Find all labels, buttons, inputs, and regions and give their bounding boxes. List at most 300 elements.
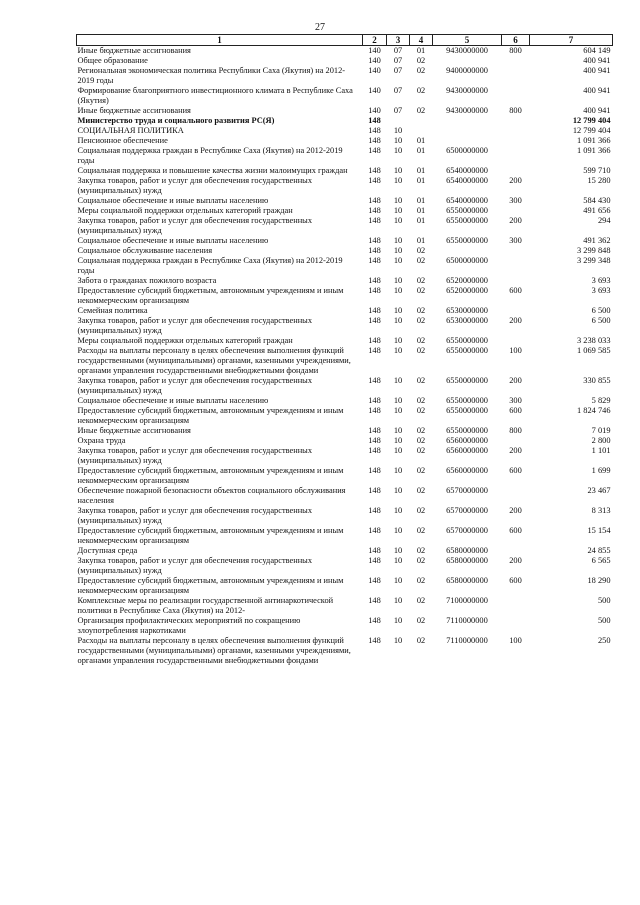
cell-amount: 3 693: [591, 276, 611, 285]
cell-expense-type: 100: [509, 346, 522, 355]
cell-target-code: 6550000000: [446, 406, 488, 415]
cell-name: Предоставление субсидий бюджетным, автономным учреждениям и иным некоммерческим организациям: [77, 526, 344, 545]
cell-target-code: 6550000000: [446, 376, 488, 385]
table-row: [77, 506, 613, 526]
cell-target-code: 6550000000: [446, 216, 488, 225]
cell-name: Меры социальной поддержки отдельных категорий граждан: [77, 206, 293, 215]
cell-amount: 491 656: [583, 206, 611, 215]
cell-ministry-code: 148: [368, 596, 381, 605]
cell-target-code: [433, 136, 502, 146]
cell-expense-type: 300: [509, 396, 522, 405]
cell-amount: 1 824 746: [577, 406, 611, 415]
cell-amount: 3 299 348: [577, 256, 611, 265]
cell-ministry-code: 148: [368, 256, 381, 265]
cell-ministry-code: 148: [368, 166, 381, 175]
cell-subsection-code: 02: [416, 486, 426, 495]
cell-amount: 1 091 366: [577, 146, 611, 155]
cell-name: Обеспечение пожарной безопасности объектов социального обслуживания населения: [77, 486, 346, 505]
cell-name: Социальное обслуживание населения: [77, 246, 213, 255]
cell-name: Социальная поддержка и повышение качества жизни малоимущих граждан: [77, 166, 348, 175]
header-col-7: 7: [530, 35, 613, 46]
cell-subsection-code: 01: [416, 196, 426, 205]
cell-name: Региональная экономическая политика Республики Саха (Якутия) на 2012-2019 годы: [77, 66, 346, 85]
cell-name: Социальная поддержка граждан в Республике Саха (Якутия) на 2012-2019 годы: [77, 146, 343, 165]
cell-expense-type: 200: [509, 316, 522, 325]
cell-target-code: 9430000000: [446, 86, 488, 95]
cell-amount: 1 069 585: [577, 346, 611, 355]
cell-target-code: 6580000000: [446, 546, 488, 555]
cell-subsection-code: 02: [416, 346, 426, 355]
cell-expense-type: [502, 166, 530, 176]
cell-expense-type: 200: [509, 556, 522, 565]
cell-subsection-code: 02: [416, 86, 426, 95]
table-header-row: [77, 35, 613, 46]
cell-expense-type: 200: [509, 176, 522, 185]
table-row: [77, 486, 613, 506]
cell-expense-type: 200: [509, 216, 522, 225]
table-row: [77, 136, 613, 146]
cell-amount: 24 855: [587, 546, 611, 555]
cell-ministry-code: 148: [368, 196, 381, 205]
cell-subsection-code: 02: [416, 406, 426, 415]
table-row: [77, 346, 613, 376]
cell-section-code: 07: [393, 56, 403, 65]
cell-section-code: 07: [393, 86, 403, 95]
table-row: [77, 556, 613, 576]
cell-subsection-code: 02: [416, 556, 426, 565]
cell-subsection-code: 02: [416, 466, 426, 475]
cell-section-code: 10: [393, 406, 403, 415]
cell-target-code: 6540000000: [446, 176, 488, 185]
cell-subsection-code: 01: [416, 146, 426, 155]
cell-target-code: 6540000000: [446, 196, 488, 205]
cell-target-code: 6550000000: [446, 396, 488, 405]
cell-ministry-code: 148: [368, 116, 381, 125]
cell-expense-type: [502, 276, 530, 286]
cell-ministry-code: 140: [368, 86, 381, 95]
cell-expense-type: 200: [509, 506, 522, 515]
table-row: [77, 176, 613, 196]
cell-subsection-code: 02: [416, 306, 426, 315]
cell-expense-type: [502, 146, 530, 166]
cell-subsection-code: 02: [416, 56, 426, 65]
cell-ministry-code: 148: [368, 216, 381, 225]
cell-ministry-code: 148: [368, 406, 381, 415]
cell-subsection-code: 02: [416, 256, 426, 265]
cell-subsection-code: 02: [416, 576, 426, 585]
cell-subsection-code: 02: [416, 526, 426, 535]
cell-amount: 400 941: [583, 106, 611, 115]
cell-subsection-code: 01: [416, 236, 426, 245]
cell-subsection-code: [410, 116, 433, 126]
cell-ministry-code: 148: [368, 206, 381, 215]
table-row: [77, 436, 613, 446]
cell-name: Министерство труда и социального развития РС(Я): [77, 116, 275, 125]
cell-amount: 500: [597, 596, 611, 605]
cell-target-code: 7110000000: [446, 636, 488, 645]
cell-ministry-code: 140: [368, 66, 381, 75]
cell-ministry-code: 140: [368, 106, 381, 115]
cell-section-code: 10: [393, 306, 403, 315]
cell-subsection-code: [410, 126, 433, 136]
cell-section-code: 10: [393, 596, 403, 605]
cell-target-code: 6520000000: [446, 286, 488, 295]
cell-ministry-code: 148: [368, 576, 381, 585]
cell-expense-type: [502, 126, 530, 136]
cell-target-code: 6570000000: [446, 506, 488, 515]
cell-expense-type: [502, 206, 530, 216]
cell-name: Комплексные меры по реализации государственной антинаркотической политики в Республике Саха (Якутия) на 2012-: [77, 596, 334, 615]
cell-name: Закупка товаров, работ и услуг для обеспечения государственных (муниципальных) нужд: [77, 376, 313, 395]
cell-name: Закупка товаров, работ и услуг для обеспечения государственных (муниципальных) нужд: [77, 216, 313, 235]
table-row: [77, 636, 613, 666]
cell-name: СОЦИАЛЬНАЯ ПОЛИТИКА: [77, 126, 184, 135]
cell-subsection-code: 01: [416, 206, 426, 215]
cell-subsection-code: 01: [416, 136, 426, 145]
cell-subsection-code: 01: [416, 216, 426, 225]
cell-subsection-code: 02: [416, 506, 426, 515]
table-body: [77, 46, 613, 667]
cell-target-code: 6580000000: [446, 576, 488, 585]
cell-ministry-code: 148: [368, 616, 381, 625]
cell-subsection-code: 02: [416, 246, 426, 255]
cell-ministry-code: 148: [368, 446, 381, 455]
cell-expense-type: [502, 596, 530, 616]
cell-amount: 3 693: [591, 286, 611, 295]
cell-subsection-code: 02: [416, 276, 426, 285]
cell-name: Иные бюджетные ассигнования: [77, 46, 191, 55]
cell-name: Закупка товаров, работ и услуг для обеспечения государственных (муниципальных) нужд: [77, 316, 313, 335]
header-col-2: 2: [363, 35, 387, 46]
cell-amount: 15 154: [587, 526, 611, 535]
cell-expense-type: 600: [509, 526, 522, 535]
cell-name: Предоставление субсидий бюджетным, автономным учреждениям и иным некоммерческим организациям: [77, 466, 344, 485]
table-row: [77, 426, 613, 436]
cell-ministry-code: 148: [368, 286, 381, 295]
cell-target-code: 6520000000: [446, 276, 488, 285]
cell-ministry-code: 148: [368, 316, 381, 325]
table-row: [77, 446, 613, 466]
cell-ministry-code: 148: [368, 376, 381, 385]
cell-expense-type: [502, 546, 530, 556]
table-row: [77, 466, 613, 486]
table-row: [77, 56, 613, 66]
cell-target-code: 6550000000: [446, 336, 488, 345]
cell-name: Закупка товаров, работ и услуг для обеспечения государственных (муниципальных) нужд: [77, 556, 313, 575]
table-row: [77, 236, 613, 246]
cell-section-code: 10: [393, 436, 403, 445]
cell-subsection-code: 01: [416, 166, 426, 175]
cell-section-code: 07: [393, 66, 403, 75]
cell-name: Пенсионное обеспечение: [77, 136, 168, 145]
cell-ministry-code: 148: [368, 506, 381, 515]
cell-amount: 8 313: [591, 506, 611, 515]
cell-section-code: 10: [393, 146, 403, 155]
cell-target-code: 6530000000: [446, 306, 488, 315]
cell-name: Социальное обеспечение и иные выплаты населению: [77, 196, 269, 205]
cell-section-code: 10: [393, 196, 403, 205]
cell-section-code: 10: [393, 216, 403, 225]
cell-section-code: 10: [393, 136, 403, 145]
cell-target-code: 7100000000: [446, 596, 488, 605]
cell-ministry-code: 148: [368, 146, 381, 155]
cell-name: Закупка товаров, работ и услуг для обеспечения государственных (муниципальных) нужд: [77, 506, 313, 525]
header-col-1: 1: [77, 35, 363, 46]
cell-target-code: 6550000000: [446, 346, 488, 355]
cell-subsection-code: 02: [416, 616, 426, 625]
table-row: [77, 286, 613, 306]
table-row: [77, 576, 613, 596]
cell-name: Социальное обеспечение и иные выплаты населению: [77, 396, 269, 405]
cell-ministry-code: 148: [368, 526, 381, 535]
header-col-5: 5: [433, 35, 502, 46]
cell-ministry-code: 148: [368, 346, 381, 355]
cell-subsection-code: 02: [416, 426, 426, 435]
cell-subsection-code: 02: [416, 376, 426, 385]
cell-target-code: [433, 246, 502, 256]
cell-subsection-code: 02: [416, 106, 426, 115]
table-row: [77, 246, 613, 256]
table-row: [77, 396, 613, 406]
cell-target-code: 6550000000: [446, 426, 488, 435]
cell-name: Забота о гражданах пожилого возраста: [77, 276, 217, 285]
cell-amount: 604 149: [583, 46, 611, 55]
table-row: [77, 256, 613, 276]
cell-name: Иные бюджетные ассигнования: [77, 426, 191, 435]
cell-target-code: [433, 126, 502, 136]
cell-expense-type: 200: [509, 376, 522, 385]
cell-amount: 6 565: [591, 556, 611, 565]
table-row: [77, 276, 613, 286]
table-row: [77, 406, 613, 426]
cell-name: Семейная политика: [77, 306, 148, 315]
cell-amount: 12 799 404: [572, 116, 611, 125]
cell-amount: 1 091 366: [577, 136, 611, 145]
cell-section-code: [387, 116, 410, 126]
cell-subsection-code: 02: [416, 286, 426, 295]
cell-amount: 599 710: [583, 166, 611, 175]
header-col-3: 3: [387, 35, 410, 46]
cell-ministry-code: 140: [368, 46, 381, 55]
cell-expense-type: 600: [509, 286, 522, 295]
cell-section-code: 10: [393, 506, 403, 515]
table-row: [77, 596, 613, 616]
cell-ministry-code: 148: [368, 436, 381, 445]
cell-section-code: 10: [393, 286, 403, 295]
cell-amount: 3 238 033: [577, 336, 611, 345]
cell-expense-type: 600: [509, 576, 522, 585]
cell-amount: 18 290: [587, 576, 611, 585]
cell-amount: 250: [597, 636, 611, 645]
cell-amount: 23 467: [587, 486, 611, 495]
cell-amount: 5 829: [591, 396, 611, 405]
cell-name: Иные бюджетные ассигнования: [77, 106, 191, 115]
cell-ministry-code: 148: [368, 176, 381, 185]
cell-section-code: 10: [393, 376, 403, 385]
cell-expense-type: [502, 256, 530, 276]
cell-section-code: 10: [393, 276, 403, 285]
table-row: [77, 316, 613, 336]
cell-target-code: 9400000000: [446, 66, 488, 75]
cell-amount: 15 280: [587, 176, 611, 185]
cell-section-code: 07: [393, 46, 403, 55]
cell-target-code: [433, 116, 502, 126]
cell-expense-type: [502, 616, 530, 636]
cell-amount: 12 799 404: [572, 126, 611, 135]
cell-name: Закупка товаров, работ и услуг для обеспечения государственных (муниципальных) нужд: [77, 446, 313, 465]
table-row: [77, 46, 613, 57]
cell-subsection-code: 02: [416, 436, 426, 445]
table-row: [77, 306, 613, 316]
table-row: [77, 546, 613, 556]
cell-section-code: 10: [393, 206, 403, 215]
cell-section-code: 10: [393, 246, 403, 255]
cell-target-code: 9430000000: [446, 106, 488, 115]
cell-amount: 7 019: [591, 426, 611, 435]
cell-ministry-code: 148: [368, 236, 381, 245]
cell-expense-type: 800: [509, 106, 522, 115]
table-row: [77, 66, 613, 86]
cell-target-code: 6560000000: [446, 436, 488, 445]
cell-expense-type: [502, 116, 530, 126]
cell-section-code: 10: [393, 556, 403, 565]
cell-expense-type: [502, 306, 530, 316]
cell-section-code: 10: [393, 546, 403, 555]
cell-section-code: 10: [393, 576, 403, 585]
cell-section-code: 10: [393, 446, 403, 455]
cell-name: Расходы на выплаты персоналу в целях обеспечения выполнения функций государственными (муниципальными) органами, казенными учреждениями, органами управления государственными внебюджетными фондами: [77, 636, 351, 665]
cell-amount: 294: [597, 216, 611, 225]
cell-ministry-code: 148: [368, 636, 381, 645]
cell-subsection-code: 02: [416, 396, 426, 405]
cell-name: Социальное обеспечение и иные выплаты населению: [77, 236, 269, 245]
cell-ministry-code: 140: [368, 56, 381, 65]
table-row: [77, 116, 613, 126]
table-row: [77, 196, 613, 206]
cell-expense-type: 800: [509, 46, 522, 55]
cell-name: Предоставление субсидий бюджетным, автономным учреждениям и иным некоммерческим организациям: [77, 576, 344, 595]
table-row: [77, 126, 613, 136]
cell-expense-type: [502, 486, 530, 506]
cell-expense-type: 100: [509, 636, 522, 645]
cell-name: Организация профилактических мероприятий по сокращению злоупотребления наркотиками: [77, 616, 301, 635]
cell-name: Охрана труда: [77, 436, 126, 445]
cell-expense-type: [502, 56, 530, 66]
cell-section-code: 10: [393, 426, 403, 435]
cell-subsection-code: 02: [416, 596, 426, 605]
table-row: [77, 216, 613, 236]
budget-table: [76, 34, 613, 666]
cell-target-code: 6530000000: [446, 316, 488, 325]
cell-section-code: 10: [393, 616, 403, 625]
cell-ministry-code: 148: [368, 556, 381, 565]
cell-section-code: 10: [393, 346, 403, 355]
cell-target-code: 9430000000: [446, 46, 488, 55]
cell-expense-type: 800: [509, 426, 522, 435]
cell-amount: 2 800: [591, 436, 611, 445]
cell-target-code: [433, 56, 502, 66]
cell-target-code: 6560000000: [446, 446, 488, 455]
cell-expense-type: [502, 66, 530, 86]
cell-amount: 491 362: [583, 236, 611, 245]
cell-section-code: 10: [393, 636, 403, 645]
cell-ministry-code: 148: [368, 486, 381, 495]
cell-name: Расходы на выплаты персоналу в целях обеспечения выполнения функций государственными (муниципальными) органами, казенными учреждениями, органами управления государственными внебюджетными фондами: [77, 346, 351, 375]
cell-expense-type: [502, 86, 530, 106]
cell-expense-type: [502, 336, 530, 346]
cell-section-code: 10: [393, 336, 403, 345]
table-row: [77, 106, 613, 116]
cell-ministry-code: 148: [368, 276, 381, 285]
cell-ministry-code: 148: [368, 126, 381, 135]
cell-section-code: 10: [393, 176, 403, 185]
cell-amount: 1 699: [591, 466, 611, 475]
cell-subsection-code: 02: [416, 636, 426, 645]
cell-expense-type: 200: [509, 446, 522, 455]
cell-amount: 3 299 848: [577, 246, 611, 255]
cell-section-code: 10: [393, 526, 403, 535]
header-col-6: 6: [502, 35, 530, 46]
cell-expense-type: 600: [509, 466, 522, 475]
cell-target-code: 6560000000: [446, 466, 488, 475]
cell-ministry-code: 148: [368, 466, 381, 475]
cell-amount: 6 500: [591, 306, 611, 315]
table-row: [77, 86, 613, 106]
cell-target-code: 6570000000: [446, 526, 488, 535]
cell-name: Предоставление субсидий бюджетным, автономным учреждениям и иным некоммерческим организациям: [77, 406, 344, 425]
cell-amount: 584 430: [583, 196, 611, 205]
cell-target-code: 6540000000: [446, 166, 488, 175]
page-number: 27: [315, 22, 325, 33]
cell-ministry-code: 148: [368, 426, 381, 435]
table-row: [77, 206, 613, 216]
cell-section-code: 10: [393, 256, 403, 265]
cell-amount: 330 855: [583, 376, 611, 385]
cell-expense-type: [502, 136, 530, 146]
cell-target-code: 6550000000: [446, 206, 488, 215]
cell-expense-type: 300: [509, 236, 522, 245]
cell-subsection-code: 01: [416, 176, 426, 185]
cell-name: Формирование благоприятного инвестиционного климата в Республике Саха (Якутия): [77, 86, 353, 105]
cell-ministry-code: 148: [368, 246, 381, 255]
cell-name: Общее образование: [77, 56, 148, 65]
cell-name: Предоставление субсидий бюджетным, автономным учреждениям и иным некоммерческим организациям: [77, 286, 344, 305]
cell-ministry-code: 148: [368, 336, 381, 345]
cell-target-code: 6500000000: [446, 146, 488, 155]
cell-target-code: 7110000000: [446, 616, 488, 625]
table-row: [77, 146, 613, 166]
cell-section-code: 10: [393, 396, 403, 405]
cell-section-code: 10: [393, 236, 403, 245]
cell-target-code: 6550000000: [446, 236, 488, 245]
cell-expense-type: [502, 436, 530, 446]
cell-section-code: 10: [393, 316, 403, 325]
cell-target-code: 6570000000: [446, 486, 488, 495]
cell-ministry-code: 148: [368, 546, 381, 555]
cell-section-code: 07: [393, 106, 403, 115]
cell-subsection-code: 02: [416, 336, 426, 345]
table-row: [77, 336, 613, 346]
cell-expense-type: 600: [509, 406, 522, 415]
cell-expense-type: [502, 246, 530, 256]
cell-amount: 500: [597, 616, 611, 625]
cell-subsection-code: 01: [416, 46, 426, 55]
table-row: [77, 376, 613, 396]
cell-name: Закупка товаров, работ и услуг для обеспечения государственных (муниципальных) нужд: [77, 176, 313, 195]
cell-expense-type: 300: [509, 196, 522, 205]
cell-subsection-code: 02: [416, 446, 426, 455]
cell-subsection-code: 02: [416, 316, 426, 325]
